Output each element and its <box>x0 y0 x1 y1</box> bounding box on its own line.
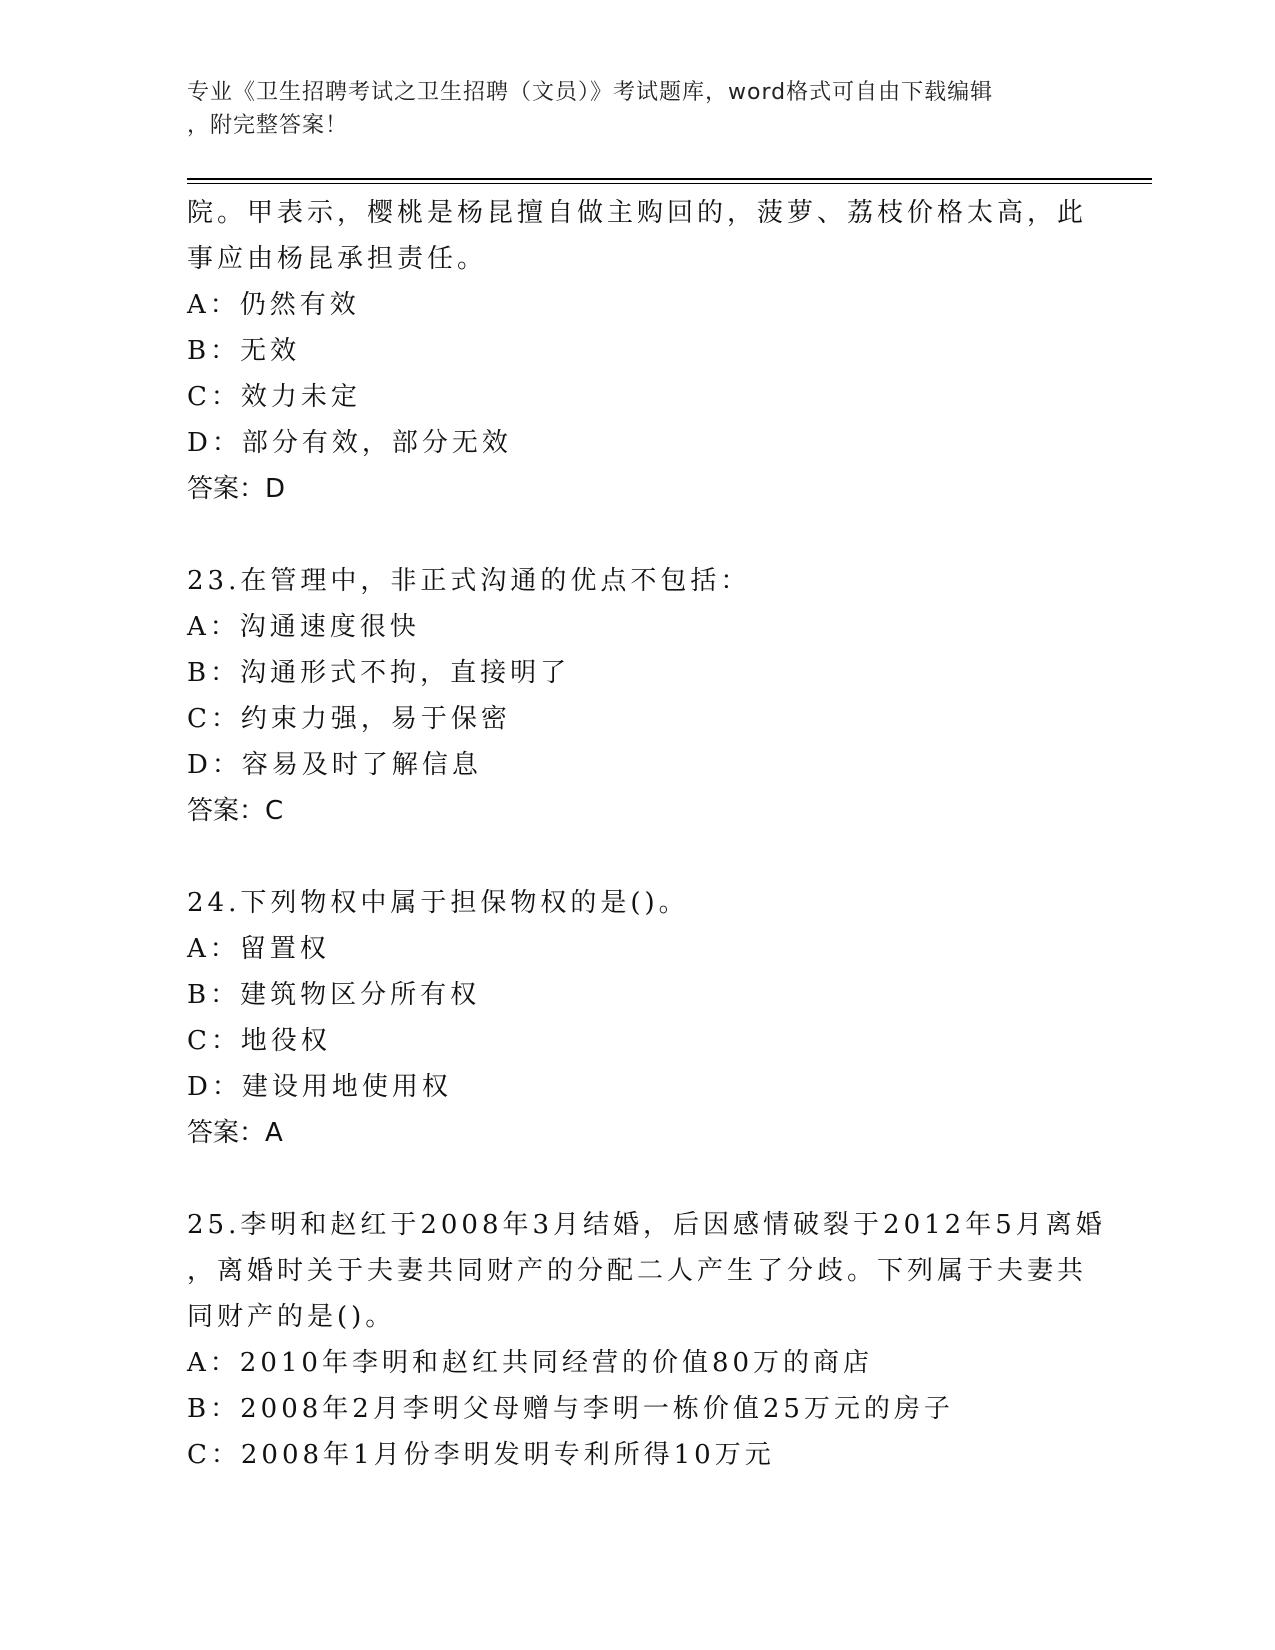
option-b: B：无效 <box>187 336 301 366</box>
option-c: C：效力未定 <box>187 382 361 412</box>
answer-line: 答案：A <box>187 1118 283 1148</box>
question-stem: 23.在管理中，非正式沟通的优点不包括： <box>187 566 751 596</box>
spacer <box>187 1156 1087 1202</box>
option-d: D：部分有效，部分无效 <box>187 428 512 458</box>
option-b: B：沟通形式不拘，直接明了 <box>187 658 571 688</box>
option-c: C：地役权 <box>187 1026 331 1056</box>
question-stem-continued: 事应由杨昆承担责任。 <box>187 244 488 274</box>
option-a: A：2010年李明和赵红共同经营的价值80万的商店 <box>187 1348 874 1378</box>
option-a: A：留置权 <box>187 934 330 964</box>
question-25 <box>187 1202 1106 1478</box>
spacer <box>187 834 1087 880</box>
header-line-1: 专业《卫生招聘考试之卫生招聘（文员）》考试题库，word格式可自由下载编辑 <box>187 80 994 105</box>
option-c: C：2008年1月份李明发明专利所得10万元 <box>187 1440 775 1470</box>
header-rule-thin <box>187 183 1152 184</box>
question-23 <box>187 558 1087 834</box>
option-a: A：仍然有效 <box>187 290 360 320</box>
question-22 <box>187 190 1087 512</box>
header-line-2: ，附完整答案！ <box>187 113 349 138</box>
question-stem-continued: 院。甲表示，樱桃是杨昆擅自做主购回的，菠萝、荔枝价格太高，此 <box>187 198 1088 228</box>
option-c: C：约束力强，易于保密 <box>187 704 511 734</box>
question-stem: 同财产的是()。 <box>187 1302 396 1332</box>
option-b: B：建筑物区分所有权 <box>187 980 481 1010</box>
option-d: D：容易及时了解信息 <box>187 750 482 780</box>
question-content <box>187 190 1106 1478</box>
option-b: B：2008年2月李明父母赠与李明一栋价值25万元的房子 <box>187 1394 954 1424</box>
question-stem: ，离婚时关于夫妻共同财产的分配二人产生了分歧。下列属于夫妻共 <box>187 1256 1088 1286</box>
question-stem: 24.下列物权中属于担保物权的是()。 <box>187 888 689 918</box>
spacer <box>187 512 1087 558</box>
question-stem: 25.李明和赵红于2008年3月结婚，后因感情破裂于2012年5月离婚 <box>187 1210 1106 1240</box>
answer-line: 答案：C <box>187 796 284 826</box>
question-24 <box>187 880 1087 1156</box>
header-rule-thick <box>187 178 1152 180</box>
option-a: A：沟通速度很快 <box>187 612 420 642</box>
answer-line: 答案：D <box>187 474 286 504</box>
option-d: D：建设用地使用权 <box>187 1072 452 1102</box>
document-header <box>187 76 1067 142</box>
